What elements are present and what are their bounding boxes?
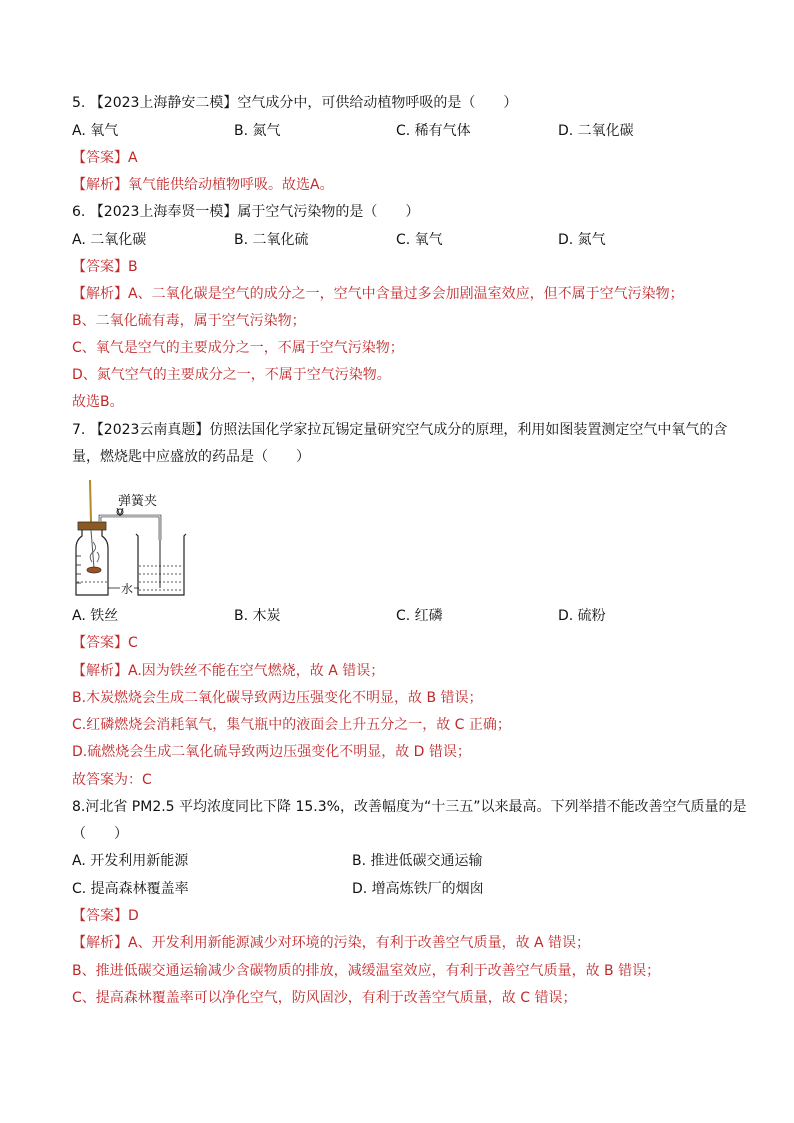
q6-option-c: C. 氧气	[396, 232, 443, 248]
q6-option-b: B. 二氧化硫	[234, 232, 309, 248]
q8-option-b: B. 推进低碳交通运输	[352, 853, 483, 869]
q7-stem-line: 7. 【2023云南真题】仿照法国化学家拉瓦锡定量研究空气成分的原理，利用如图装置测定空气中氧气的含	[72, 422, 728, 438]
q5-option-a: A. 氧气	[72, 123, 119, 139]
q8-analysis-line: 【解析】A、开发利用新能源减少对环境的污染，有利于改善空气质量，故 A 错误；	[72, 935, 591, 951]
q6-option-a: A. 二氧化碳	[72, 232, 147, 248]
q7-analysis-line: C.红磷燃烧会消耗氧气，集气瓶中的液面会上升五分之一，故 C 正确；	[72, 717, 511, 733]
q7-answer: 【答案】C	[72, 635, 138, 651]
q8-stem-line: （ ）	[72, 826, 128, 842]
q6-option-d: D. 氮气	[558, 232, 606, 248]
q8-option-d: D. 增高炼铁厂的烟囱	[352, 881, 484, 897]
q7-analysis-line: 【解析】A.因为铁丝不能在空气燃烧，故 A 错误；	[72, 663, 385, 679]
q8-answer: 【答案】D	[72, 908, 139, 924]
q8-analysis-line: C、提高森林覆盖率可以净化空气，防风固沙，有利于改善空气质量，故 C 错误；	[72, 990, 577, 1006]
q6-analysis-line: C、氧气是空气的主要成分之一，不属于空气污染物；	[72, 340, 404, 356]
q7-option-c: C. 红磷	[396, 608, 443, 624]
q7-stem-line: 量，燃烧匙中应盛放的药品是（ ）	[72, 449, 310, 465]
combustion-spoon	[87, 567, 101, 573]
q6-analysis-line: 【解析】A、二氧化碳是空气的成分之一，空气中含量过多会加剧温室效应，但不属于空气污染物；	[72, 286, 684, 302]
water-label: 水	[121, 582, 134, 596]
ignition-rod	[90, 480, 91, 522]
q5-analysis-line: 【解析】氧气能供给动植物呼吸。故选A。	[72, 177, 334, 193]
q7-analysis-line: D.硫燃烧会生成二氧化硫导致两边压强变化不明显，故 D 错误；	[72, 744, 471, 760]
apparatus-diagram	[72, 478, 190, 598]
q6-stem: 6. 【2023上海奉贤一模】属于空气污染物的是（ ）	[72, 204, 420, 220]
q6-analysis-line: B、二氧化硫有毒，属于空气污染物；	[72, 313, 306, 329]
q8-option-c: C. 提高森林覆盖率	[72, 881, 189, 897]
q8-stem-line: 8.河北省 PM2.5 平均浓度同比下降 15.3%，改善幅度为“十三五”以来最高。下列举措不能改善空气质量的是	[72, 799, 747, 815]
q7-analysis-line: B.木炭燃烧会生成二氧化碳导致两边压强变化不明显，故 B 错误；	[72, 690, 483, 706]
beaker	[136, 534, 186, 595]
q7-option-d: D. 硫粉	[558, 608, 606, 624]
q8-analysis-line: B、推进低碳交通运输减少含碳物质的排放，减缓温室效应，有利于改善空气质量，故 B 错误；	[72, 963, 661, 979]
q5-option-b: B. 氮气	[234, 123, 281, 139]
q5-answer: 【答案】A	[72, 150, 138, 166]
q6-answer: 【答案】B	[72, 259, 138, 275]
q7-option-a: A. 铁丝	[72, 608, 119, 624]
q7-option-b: B. 木炭	[234, 608, 281, 624]
q5-stem: 5. 【2023上海静安二模】空气成分中，可供给动植物呼吸的是（ ）	[72, 95, 518, 111]
q5-option-c: C. 稀有气体	[396, 123, 471, 139]
q5-option-d: D. 二氧化碳	[558, 123, 634, 139]
q7-analysis-line: 故答案为：C	[72, 772, 152, 788]
q6-analysis-line: D、氮气空气的主要成分之一，不属于空气污染物。	[72, 367, 391, 383]
clamp-label: 弹簧夹	[118, 494, 158, 509]
stopper	[78, 522, 106, 530]
apparatus-figure	[72, 478, 190, 598]
q6-analysis-line: 故选B。	[72, 394, 124, 410]
q8-option-a: A. 开发利用新能源	[72, 853, 189, 869]
